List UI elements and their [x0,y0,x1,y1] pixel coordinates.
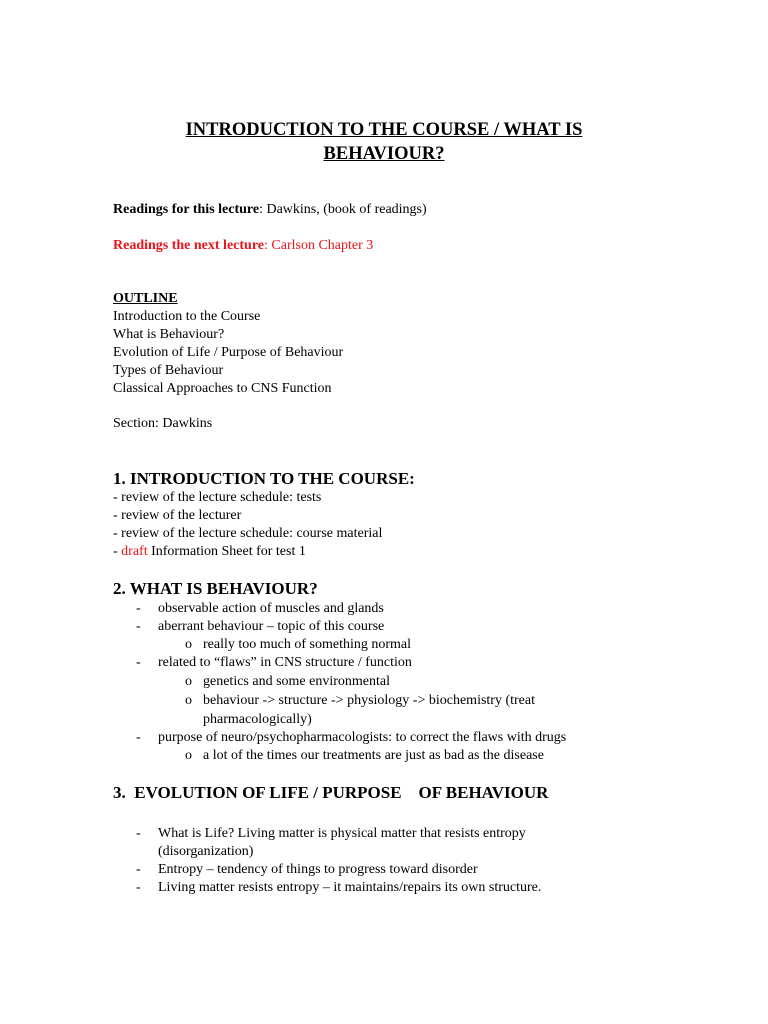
section-2-heading: 2. WHAT IS BEHAVIOUR? [113,579,318,598]
section-2-subbullet-continued: pharmacologically) [203,712,312,727]
section-2-bullet: observable action of muscles and glands [158,601,384,616]
outline-item: Types of Behaviour [113,363,224,378]
bullet-dash: - [136,880,141,895]
section-1-heading: 1. INTRODUCTION TO THE COURSE: [113,469,415,488]
bullet-o: o [185,637,192,652]
draft-dash: - [113,544,122,559]
draft-word: draft [121,544,148,559]
page-title-line-1: INTRODUCTION TO THE COURSE / WHAT IS [185,120,583,140]
bullet-dash: - [136,619,141,634]
section-2-bullet: aberrant behaviour – topic of this course [158,619,385,634]
section-3-heading: 3. EVOLUTION OF LIFE / PURPOSE OF BEHAVIOUR [113,783,549,802]
bullet-o: o [185,693,192,708]
section-2-bullet: related to “flaws” in CNS structure / function [158,655,412,670]
section-3-bullet: What is Life? Living matter is physical matter that resists entropy [158,826,526,841]
outline-item: Classical Approaches to CNS Function [113,381,332,396]
section-3-bullet: Entropy – tendency of things to progress toward disorder [158,862,478,877]
section-2-subbullet: really too much of something normal [203,637,412,652]
section-2-subbullet: a lot of the times our treatments are just as bad as the disease [203,748,544,763]
draft-rest: Information Sheet for test 1 [147,544,306,559]
section-2-bullet: purpose of neuro/psychopharmacologists: to correct the flaws with drugs [158,730,567,745]
section-2-subbullet: behaviour -> structure -> physiology -> biochemistry (treat [203,693,535,708]
section-3-bullet: Living matter resists entropy – it maintains/repairs its own structure. [158,880,542,895]
section-1-item: - review of the lecture schedule: course material [113,526,383,541]
outline-section-note: Section: Dawkins [113,416,213,431]
readings-this-label: Readings for this lecture [113,202,260,217]
outline-heading: OUTLINE [113,291,178,306]
readings-next-lecture [113,237,373,255]
readings-this-value: : Dawkins, (book of readings) [259,202,427,217]
outline-item: What is Behaviour? [113,327,225,342]
bullet-dash: - [136,601,141,616]
bullet-dash: - [136,655,141,670]
section-3-bullet-continued: (disorganization) [158,844,254,859]
bullet-o: o [185,748,192,763]
section-1-item: - review of the lecturer [113,508,242,523]
readings-next-value: : Carlson Chapter 3 [264,238,374,253]
readings-this-lecture [113,201,427,219]
outline-item: Evolution of Life / Purpose of Behaviour [113,345,344,360]
page-title-line-2: BEHAVIOUR? [323,144,445,164]
bullet-o: o [185,674,192,689]
readings-next-label: Readings the next lecture [113,238,264,253]
bullet-dash: - [136,826,141,841]
section-1-draft-item [113,543,306,561]
bullet-dash: - [136,730,141,745]
outline-item: Introduction to the Course [113,309,261,324]
section-2-subbullet: genetics and some environmental [203,674,390,689]
bullet-dash: - [136,862,141,877]
section-1-item: - review of the lecture schedule: tests [113,490,322,505]
